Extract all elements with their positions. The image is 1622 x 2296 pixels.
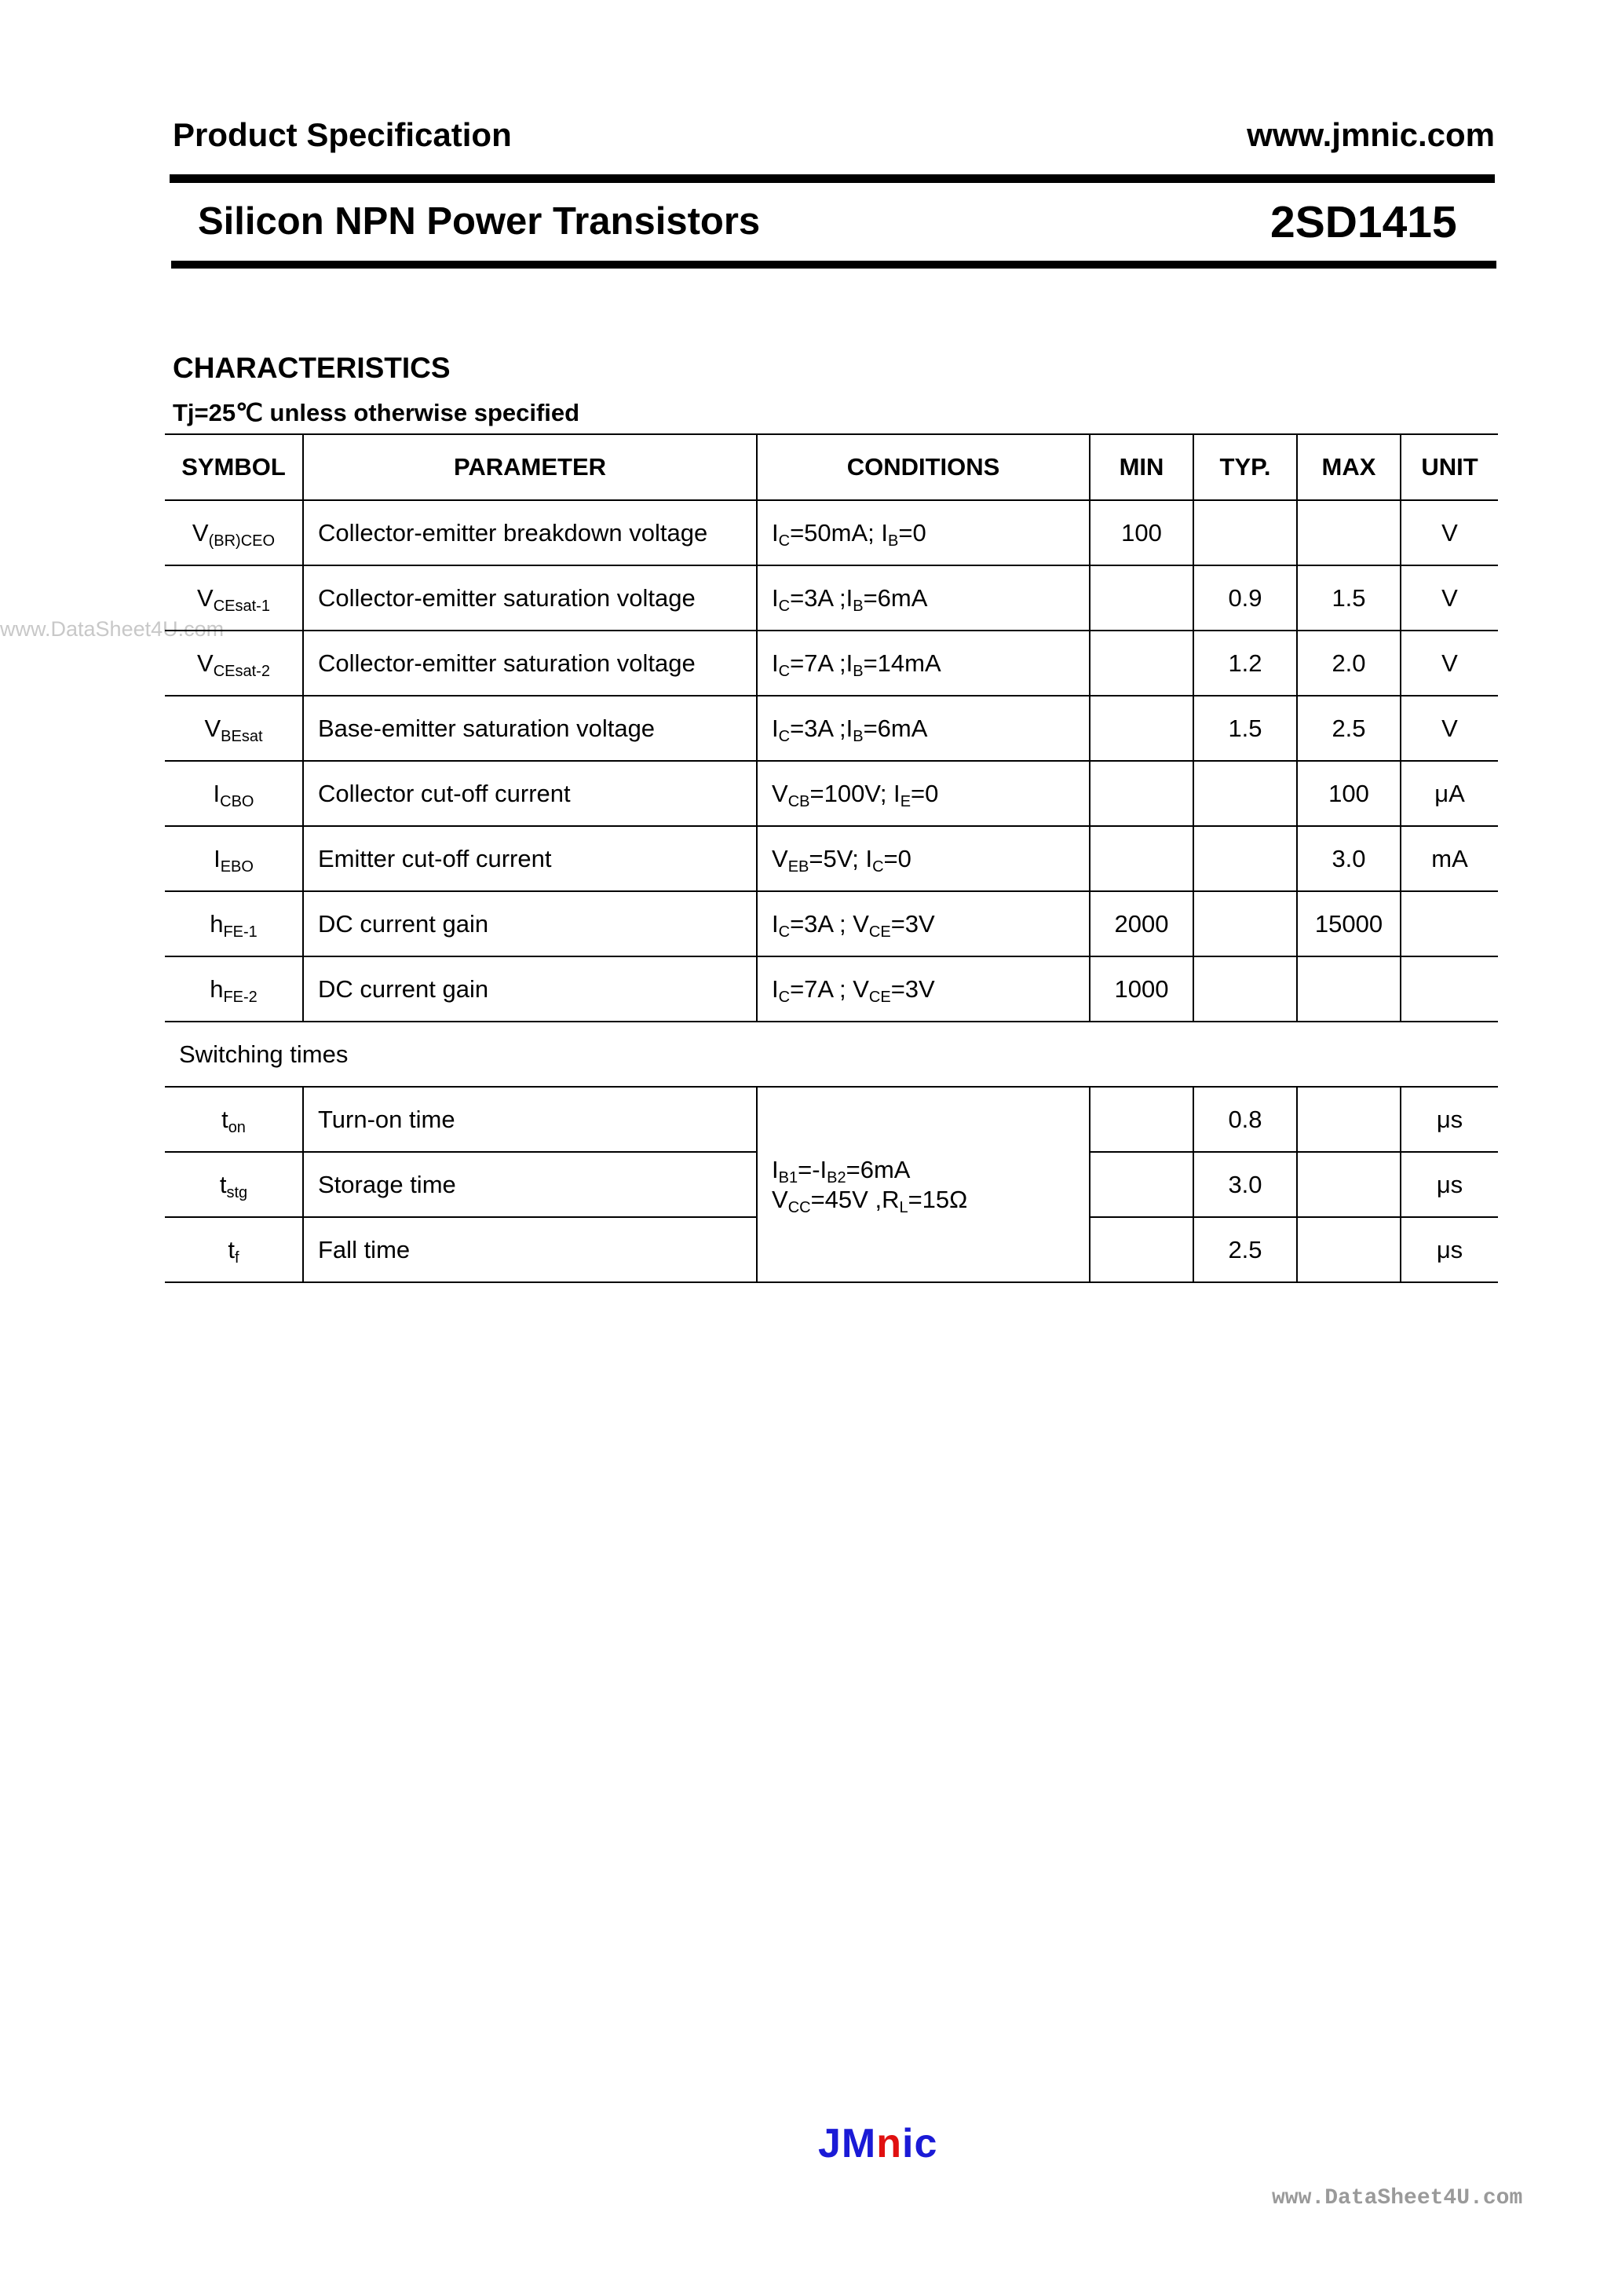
cond-text: =100V; I [809, 779, 901, 807]
conditions-cell [757, 631, 1090, 696]
cond-text: I [772, 909, 779, 938]
cond-subscript: B [853, 662, 864, 680]
doc-type-label: Product Specification [173, 116, 512, 153]
symbol-cell [165, 891, 303, 956]
cond-text: I [772, 714, 779, 742]
unit-cell: V [1401, 631, 1498, 696]
conditions-cell [757, 826, 1090, 891]
min-cell [1090, 1087, 1193, 1152]
symbol-subscript: (BR)CEO [208, 532, 276, 550]
symbol-base: V [197, 649, 214, 677]
conditions-cell [757, 696, 1090, 761]
table-row [165, 631, 1498, 696]
min-cell [1090, 696, 1193, 761]
max-cell: 100 [1297, 761, 1401, 826]
cond-text: V [772, 844, 788, 872]
symbol-cell [165, 500, 303, 565]
table-row [165, 696, 1498, 761]
symbol-cell [165, 565, 303, 631]
section-heading: CHARACTERISTICS [173, 352, 451, 384]
parameter-cell: Fall time [303, 1217, 757, 1282]
symbol-base: h [210, 909, 224, 938]
symbol-subscript: CEsat-2 [213, 662, 270, 680]
cond-text: V [772, 1185, 788, 1213]
cond-subscript: B [888, 532, 899, 550]
typ-cell: 1.5 [1193, 696, 1297, 761]
table-row [165, 500, 1498, 565]
symbol-base: t [221, 1105, 228, 1133]
symbol-base: V [197, 583, 214, 612]
typ-cell [1193, 500, 1297, 565]
cond-text: =45V ,R [810, 1185, 900, 1213]
cond-text: =3A ; V [790, 909, 869, 938]
unit-cell [1401, 956, 1498, 1022]
parameter-cell: Base-emitter saturation voltage [303, 696, 757, 761]
parameter-cell: Collector-emitter breakdown voltage [303, 500, 757, 565]
typ-cell [1193, 761, 1297, 826]
symbol-subscript: stg [226, 1183, 248, 1201]
min-cell [1090, 1152, 1193, 1217]
cond-text: I [772, 649, 779, 677]
symbol-base: I [214, 844, 221, 872]
characteristics-table [165, 433, 1498, 1283]
parameter-cell: Collector cut-off current [303, 761, 757, 826]
cond-text: =3A ;I [790, 714, 853, 742]
cond-subscript: CB [787, 792, 810, 810]
max-cell: 2.5 [1297, 696, 1401, 761]
website-link[interactable]: www.jmnic.com [1247, 116, 1495, 153]
symbol-base: t [228, 1235, 236, 1263]
cond-text: I [772, 583, 779, 612]
cond-text: =6mA [863, 714, 928, 742]
unit-cell: V [1401, 696, 1498, 761]
cond-text: =7A ; V [790, 974, 869, 1003]
typ-cell: 3.0 [1193, 1152, 1297, 1217]
cond-subscript: C [778, 988, 791, 1006]
conditions-cell [757, 891, 1090, 956]
symbol-subscript: f [235, 1249, 239, 1267]
symbol-cell [165, 956, 303, 1022]
typ-cell [1193, 826, 1297, 891]
typ-cell: 2.5 [1193, 1217, 1297, 1282]
logo-n: n [876, 2121, 903, 2166]
col-header-unit: UNIT [1401, 434, 1498, 500]
min-cell [1090, 565, 1193, 631]
cond-text: =0 [898, 518, 926, 547]
cond-text: =5V; I [809, 844, 873, 872]
cond-subscript: B1 [778, 1168, 798, 1186]
max-cell [1297, 956, 1401, 1022]
watermark-left: www.DataSheet4U.com [0, 617, 225, 641]
symbol-subscript: CBO [220, 792, 254, 810]
symbol-cell [165, 1087, 303, 1152]
table-row [165, 565, 1498, 631]
cond-text: I [772, 1155, 779, 1183]
conditions-cell [757, 565, 1090, 631]
conditions-cell [757, 500, 1090, 565]
cond-subscript: B [853, 597, 864, 615]
max-cell: 3.0 [1297, 826, 1401, 891]
table-row [165, 761, 1498, 826]
symbol-subscript: FE-2 [223, 988, 258, 1006]
max-cell [1297, 1152, 1401, 1217]
symbol-subscript: FE-1 [223, 923, 258, 941]
parameter-cell: Storage time [303, 1152, 757, 1217]
table-row [165, 826, 1498, 891]
unit-cell: μs [1401, 1087, 1498, 1152]
typ-cell [1193, 891, 1297, 956]
col-header-conditions: CONDITIONS [757, 434, 1090, 500]
min-cell [1090, 631, 1193, 696]
cond-subscript: CE [868, 923, 891, 941]
typ-cell: 0.9 [1193, 565, 1297, 631]
symbol-base: t [219, 1170, 227, 1198]
symbol-subscript: BEsat [221, 727, 263, 745]
cond-subscript: CE [868, 988, 891, 1006]
parameter-cell: Emitter cut-off current [303, 826, 757, 891]
header-divider-bottom [171, 261, 1496, 269]
parameter-cell: Collector-emitter saturation voltage [303, 565, 757, 631]
switching-cond-line-1 [772, 1155, 1089, 1185]
min-cell: 1000 [1090, 956, 1193, 1022]
parameter-cell: DC current gain [303, 891, 757, 956]
cond-subscript: C [778, 662, 791, 680]
cond-text: =14mA [863, 649, 941, 677]
symbol-cell [165, 761, 303, 826]
logo-ic: ic [902, 2121, 938, 2166]
watermark-right: www.DataSheet4U.com [1272, 2186, 1523, 2210]
cond-subscript: B [853, 727, 864, 745]
table-row [165, 956, 1498, 1022]
table-header-row [165, 434, 1498, 500]
cond-text: V [772, 779, 788, 807]
cond-subscript: EB [787, 857, 809, 876]
test-condition-note: Tj=25℃ unless otherwise specified [173, 399, 580, 426]
symbol-cell [165, 696, 303, 761]
max-cell [1297, 1087, 1401, 1152]
min-cell: 2000 [1090, 891, 1193, 956]
col-header-max: MAX [1297, 434, 1401, 500]
cond-text: =50mA; I [790, 518, 889, 547]
typ-cell: 1.2 [1193, 631, 1297, 696]
parameter-cell: Turn-on time [303, 1087, 757, 1152]
min-cell [1090, 1217, 1193, 1282]
symbol-subscript: EBO [220, 857, 254, 876]
symbol-cell [165, 826, 303, 891]
symbol-cell [165, 631, 303, 696]
cond-subscript: B2 [827, 1168, 846, 1186]
unit-cell: μA [1401, 761, 1498, 826]
symbol-base: I [213, 779, 221, 807]
header-divider-top [170, 174, 1495, 183]
min-cell: 100 [1090, 500, 1193, 565]
typ-cell: 0.8 [1193, 1087, 1297, 1152]
part-number: 2SD1415 [1270, 197, 1457, 247]
table-row [165, 1087, 1498, 1152]
unit-cell: V [1401, 565, 1498, 631]
table-row [165, 891, 1498, 956]
jmnic-logo [818, 2120, 937, 2167]
max-cell [1297, 500, 1401, 565]
min-cell [1090, 761, 1193, 826]
cond-subscript: C [778, 727, 791, 745]
unit-cell: μs [1401, 1152, 1498, 1217]
switching-section-row [165, 1022, 1498, 1087]
symbol-base: h [210, 974, 224, 1003]
symbol-cell [165, 1152, 303, 1217]
col-header-parameter: PARAMETER [303, 434, 757, 500]
cond-text: =15Ω [908, 1185, 968, 1213]
symbol-base: V [192, 518, 209, 547]
cond-text: =7A ;I [790, 649, 853, 677]
page-title: Silicon NPN Power Transistors [198, 200, 761, 243]
cond-text: =3V [890, 974, 935, 1003]
cond-text: =6mA [846, 1155, 911, 1183]
parameter-cell: Collector-emitter saturation voltage [303, 631, 757, 696]
cond-text: =3V [890, 909, 935, 938]
parameter-cell: DC current gain [303, 956, 757, 1022]
conditions-cell [757, 956, 1090, 1022]
cond-text: =-I [798, 1155, 827, 1183]
cond-text: =0 [883, 844, 911, 872]
switching-cond-line-2 [772, 1185, 1089, 1215]
cond-subscript: C [778, 597, 791, 615]
cond-subscript: C [872, 857, 884, 876]
cond-subscript: C [778, 923, 791, 941]
symbol-subscript: CEsat-1 [213, 597, 270, 615]
cond-text: I [772, 518, 779, 547]
cond-subscript: L [899, 1198, 908, 1216]
unit-cell: μs [1401, 1217, 1498, 1282]
unit-cell: mA [1401, 826, 1498, 891]
typ-cell [1193, 956, 1297, 1022]
cond-text: =0 [911, 779, 939, 807]
switching-times-label: Switching times [165, 1022, 1498, 1087]
conditions-cell [757, 761, 1090, 826]
unit-cell: V [1401, 500, 1498, 565]
cond-subscript: CC [787, 1198, 811, 1216]
cond-text: =6mA [863, 583, 928, 612]
max-cell [1297, 1217, 1401, 1282]
symbol-base: V [204, 714, 221, 742]
cond-text: =3A ;I [790, 583, 853, 612]
cond-text: I [772, 974, 779, 1003]
max-cell: 2.0 [1297, 631, 1401, 696]
col-header-symbol: SYMBOL [165, 434, 303, 500]
symbol-cell [165, 1217, 303, 1282]
max-cell: 1.5 [1297, 565, 1401, 631]
col-header-typ: TYP. [1193, 434, 1297, 500]
logo-jm: JM [818, 2121, 877, 2166]
unit-cell [1401, 891, 1498, 956]
cond-subscript: E [900, 792, 911, 810]
switching-conditions-cell [757, 1087, 1090, 1282]
symbol-subscript: on [228, 1118, 246, 1136]
max-cell: 15000 [1297, 891, 1401, 956]
min-cell [1090, 826, 1193, 891]
col-header-min: MIN [1090, 434, 1193, 500]
cond-subscript: C [778, 532, 791, 550]
